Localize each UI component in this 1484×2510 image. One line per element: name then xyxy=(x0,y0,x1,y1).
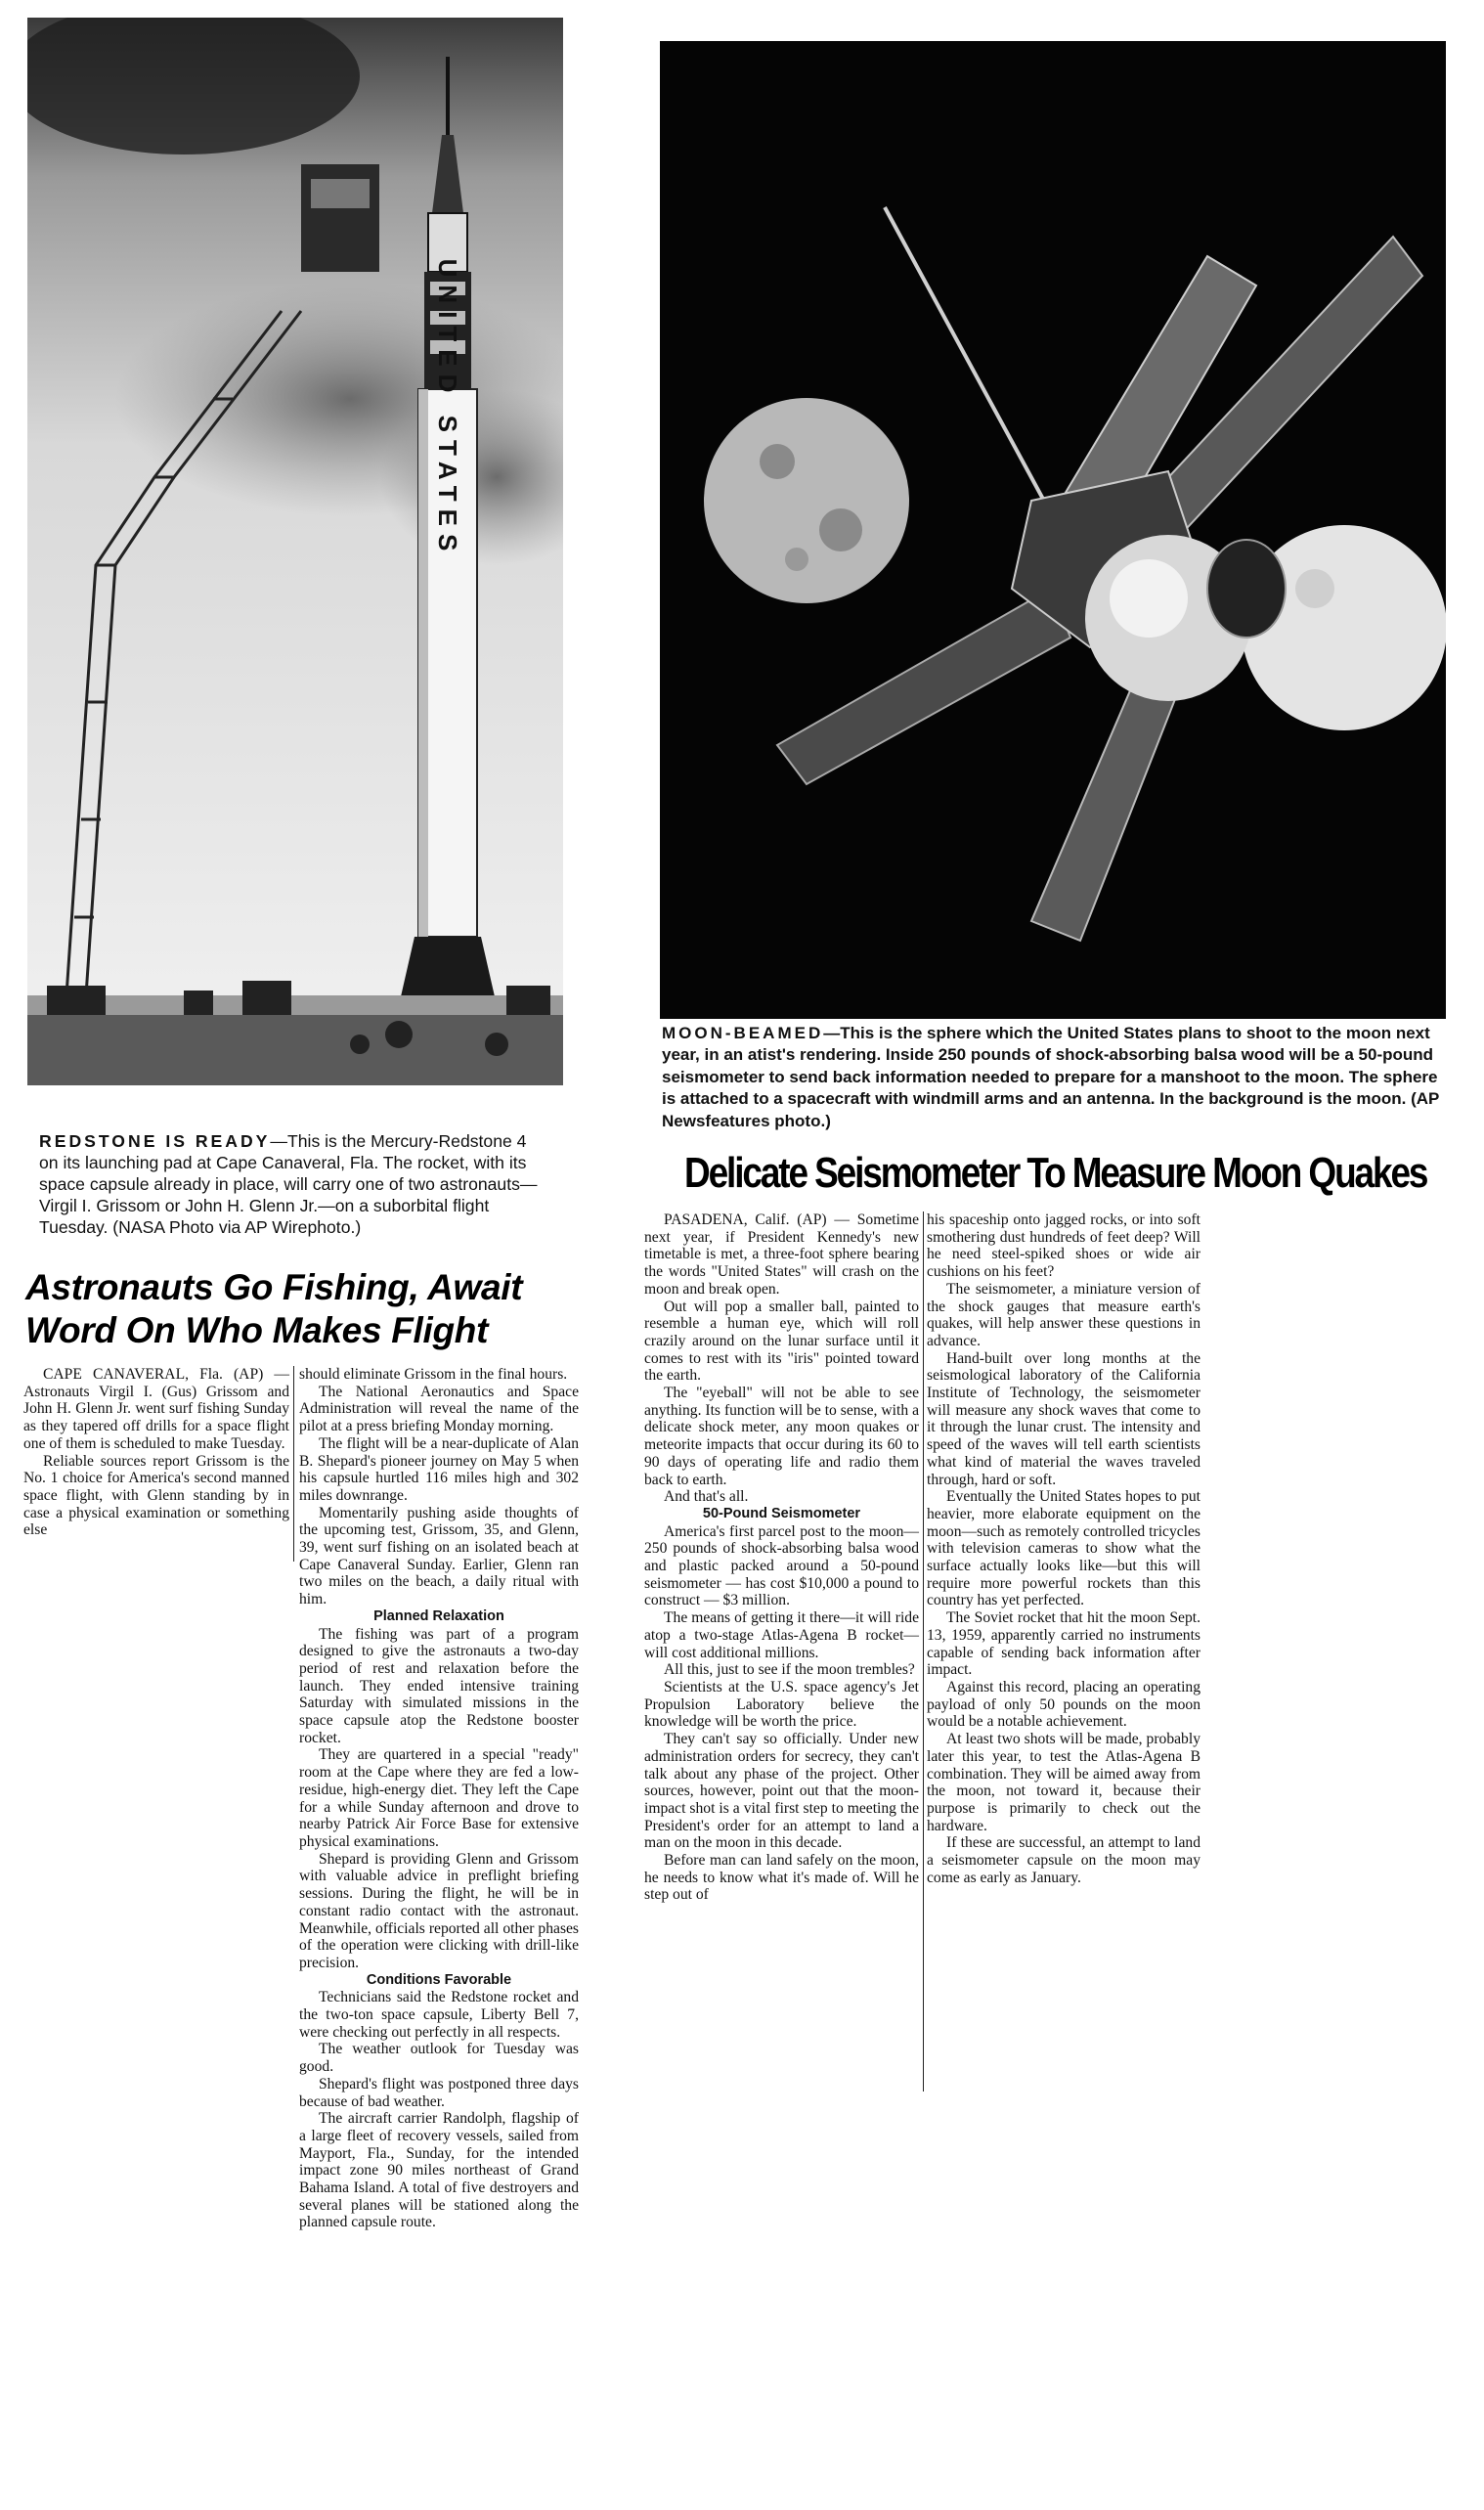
subheading: Planned Relaxation xyxy=(373,1607,504,1624)
paragraph: Technicians said the Redstone rocket and the two-ton space capsule, Liberty Bell 7, were checking out perfectly in all respects. xyxy=(299,1989,579,2041)
left-headline xyxy=(25,1266,573,1352)
paragraph: CAPE CANAVERAL, Fla. (AP) —Astronauts Virgil I. (Gus) Grissom and John H. Glenn Jr. went surf fishing Sunday as they tapered off drills for a space flight one of them is scheduled to make Tuesday. xyxy=(23,1366,289,1452)
paragraph: The seismometer, a miniature version of the shock gauges that measure earth's quakes, will help answer these questions in advance. xyxy=(927,1280,1200,1349)
moon-beamed-caption-text: —This is the sphere which the United States plans to shoot to the moon next year, in an atist's rendering. Inside 250 pounds of shock-absorbing balsa wood will be a 50-pound seismometer to send back information needed to prepare for a manshoot to the moon. The sphere is attached to a spacecraft with windmill arms and an antenna. In the background is the moon. (AP Newsfeatures photo.) xyxy=(662,1024,1440,1130)
paragraph: At least two shots will be made, probably later this year, to test the Atlas-Agena B combination. They will be aimed away from the moon, not toward it, because their purpose is primarily to check out the hardware. xyxy=(927,1731,1200,1834)
paragraph: The means of getting it there—it will ride atop a two-stage Atlas-Agena B rocket—will cost additional millions. xyxy=(644,1609,919,1661)
rocket-illustration xyxy=(27,18,563,1085)
paragraph: Against this record, placing an operating payload of only 50 pounds on the moon would be a notable achievement. xyxy=(927,1678,1200,1731)
paragraph: Out will pop a smaller ball, painted to resemble a human eye, which will roll crazily around on the lunar surface until it comes to rest with its "iris" pointed toward the earth. xyxy=(644,1298,919,1385)
paragraph: The fishing was part of a program designed to give the astronauts a two-day period of rest and relaxation before the launch. They ended intensive training Saturday with simulated missions in the space capsule atop the Redstone booster rocket. xyxy=(299,1625,579,1746)
paragraph: PASADENA, Calif. (AP) — Sometime next year, if President Kennedy's new timetable is met, a three-foot sphere bearing the words "United States" will crash on the moon and break open. xyxy=(644,1211,919,1298)
left-headline-line2: Word On Who Makes Flight xyxy=(25,1310,489,1350)
moon-beamed-caption-label: MOON-BEAMED xyxy=(662,1024,824,1042)
redstone-caption-label: REDSTONE IS READY xyxy=(39,1131,271,1151)
right-story-column-1 xyxy=(644,1211,919,1904)
paragraph: They can't say so officially. Under new administration orders for secrecy, they can't talk about any phase of the project. Other sources, however, point out that the moon-impact shot is a vital first step to meeting the President's order for an attempt to land a man on the moon in this decade. xyxy=(644,1731,919,1852)
paragraph: his spaceship onto jagged rocks, or into soft smothering dust hundreds of feet deep? Will he need steel-spiked shoes or wide air cushions on his feet? xyxy=(927,1211,1200,1281)
paragraph: The "eyeball" will not be able to see anything. Its function will be to sense, with a delicate shock meter, any moon quakes or meteorite impacts that occur during its 60 to 90 days of operating life and radio them back to earth. xyxy=(644,1385,919,1488)
redstone-rocket-photo xyxy=(27,18,563,1085)
moon-probe-illustration xyxy=(660,41,1446,1019)
paragraph: Before man can land safely on the moon, he needs to know what it's made of. Will he step out of xyxy=(644,1852,919,1904)
paragraph: The aircraft carrier Randolph, flagship of a large fleet of recovery vessels, sailed from Mayport, Fla., Sunday, for the intended impact zone 90 miles northeast of Grand Bahama Island. A total of five destroyers and several planes will be stationed along the planned capsule route. xyxy=(299,2110,579,2231)
paragraph: They are quartered in a special "ready" room at the Cape where they are fed a low-residue, high-energy diet. They left the Cape for a while Sunday afternoon and drove to nearby Patrick Air Force Base for extensive physical examinations. xyxy=(299,1746,579,1850)
paragraph: The Soviet rocket that hit the moon Sept. 13, 1959, apparently carried no instruments capable of sending back information after impact. xyxy=(927,1609,1200,1679)
paragraph: should eliminate Grissom in the final hours. xyxy=(299,1366,568,1383)
paragraph: Reliable sources report Grissom is the No. 1 choice for America's second manned space flight, with Glenn standing by in case a physical examination or something else xyxy=(23,1452,289,1539)
paragraph: Shepard is providing Glenn and Grissom with valuable advice in preflight briefing sessions. During the flight, he will be in constant radio contact with the astronaut. Meanwhile, officials reported all other phases of the operation were clicking with drill-like precision. xyxy=(299,1850,579,1971)
paragraph: Hand-built over long months at the seismological laboratory of the California Institute of Technology, the seismometer will measure any shock waves that come to it through the lunar crust. The intensity and speed of the waves will tell earth scientists what kind of material the waves traveled through, hard or soft. xyxy=(927,1349,1200,1488)
moon-probe-photo xyxy=(660,41,1446,1019)
paragraph: And that's all. xyxy=(664,1488,749,1506)
redstone-caption xyxy=(39,1130,549,1238)
column-divider xyxy=(293,1366,294,1562)
paragraph: Momentarily pushing aside thoughts of the upcoming test, Grissom, 35, and Glenn, 39, went surf fishing on an isolated beach at Cape Canaveral Sunday. Earlier, Glenn ran two miles on the beach, a daily ritual with him. xyxy=(299,1504,579,1608)
paragraph: The flight will be a near-duplicate of Alan B. Shepard's pioneer journey on May 5 when his capsule hurtled 116 miles high and 302 miles downrange. xyxy=(299,1434,579,1504)
paragraph: All this, just to see if the moon trembles? xyxy=(664,1661,915,1679)
left-story-column-2 xyxy=(299,1366,579,2231)
paragraph: Eventually the United States hopes to put heavier, more elaborate equipment on the moon—such as remotely controlled tricycles with television cameras to show what the surface actually looks like—but this will require more powerful rockets than this country has yet perfected. xyxy=(927,1488,1200,1609)
left-story-column-1 xyxy=(23,1366,289,1539)
paragraph: Shepard's flight was postponed three days because of bad weather. xyxy=(299,2075,579,2110)
paragraph: If these are successful, an attempt to land a seismometer capsule on the moon may come as early as January. xyxy=(927,1834,1200,1886)
moon-beamed-caption xyxy=(662,1023,1444,1132)
subheading: Conditions Favorable xyxy=(366,1971,512,1988)
paragraph: America's first parcel post to the moon—250 pounds of shock-absorbing balsa wood and plastic packed around a 50-pound seismometer — has cost $10,000 a pound to construct — $3 million. xyxy=(644,1522,919,1609)
subheading: 50-Pound Seismometer xyxy=(702,1505,861,1521)
left-headline-line1: Astronauts Go Fishing, Await xyxy=(25,1267,523,1307)
redstone-caption-text: —This is the Mercury-Redstone 4 on its launching pad at Cape Canaveral, Fla. The rocket, with its space capsule already in place, will carry one of two astronauts—Virgil I. Grissom or John H. Glenn Jr.—on a suborbital flight Tuesday. (NASA Photo via AP Wirephoto.) xyxy=(39,1131,538,1237)
right-headline: Delicate Seismometer To Measure Moon Quakes xyxy=(684,1149,1427,1197)
paragraph: Scientists at the U.S. space agency's Jet Propulsion Laboratory believe the knowledge will be worth the price. xyxy=(644,1678,919,1731)
rocket-lettering: UNITED STATES xyxy=(433,258,462,559)
right-story-column-2 xyxy=(927,1211,1200,1886)
paragraph: The weather outlook for Tuesday was good. xyxy=(299,2041,579,2076)
column-divider xyxy=(923,1211,924,2092)
paragraph: The National Aeronautics and Space Administration will reveal the name of the pilot at a press briefing Monday morning. xyxy=(299,1383,579,1435)
